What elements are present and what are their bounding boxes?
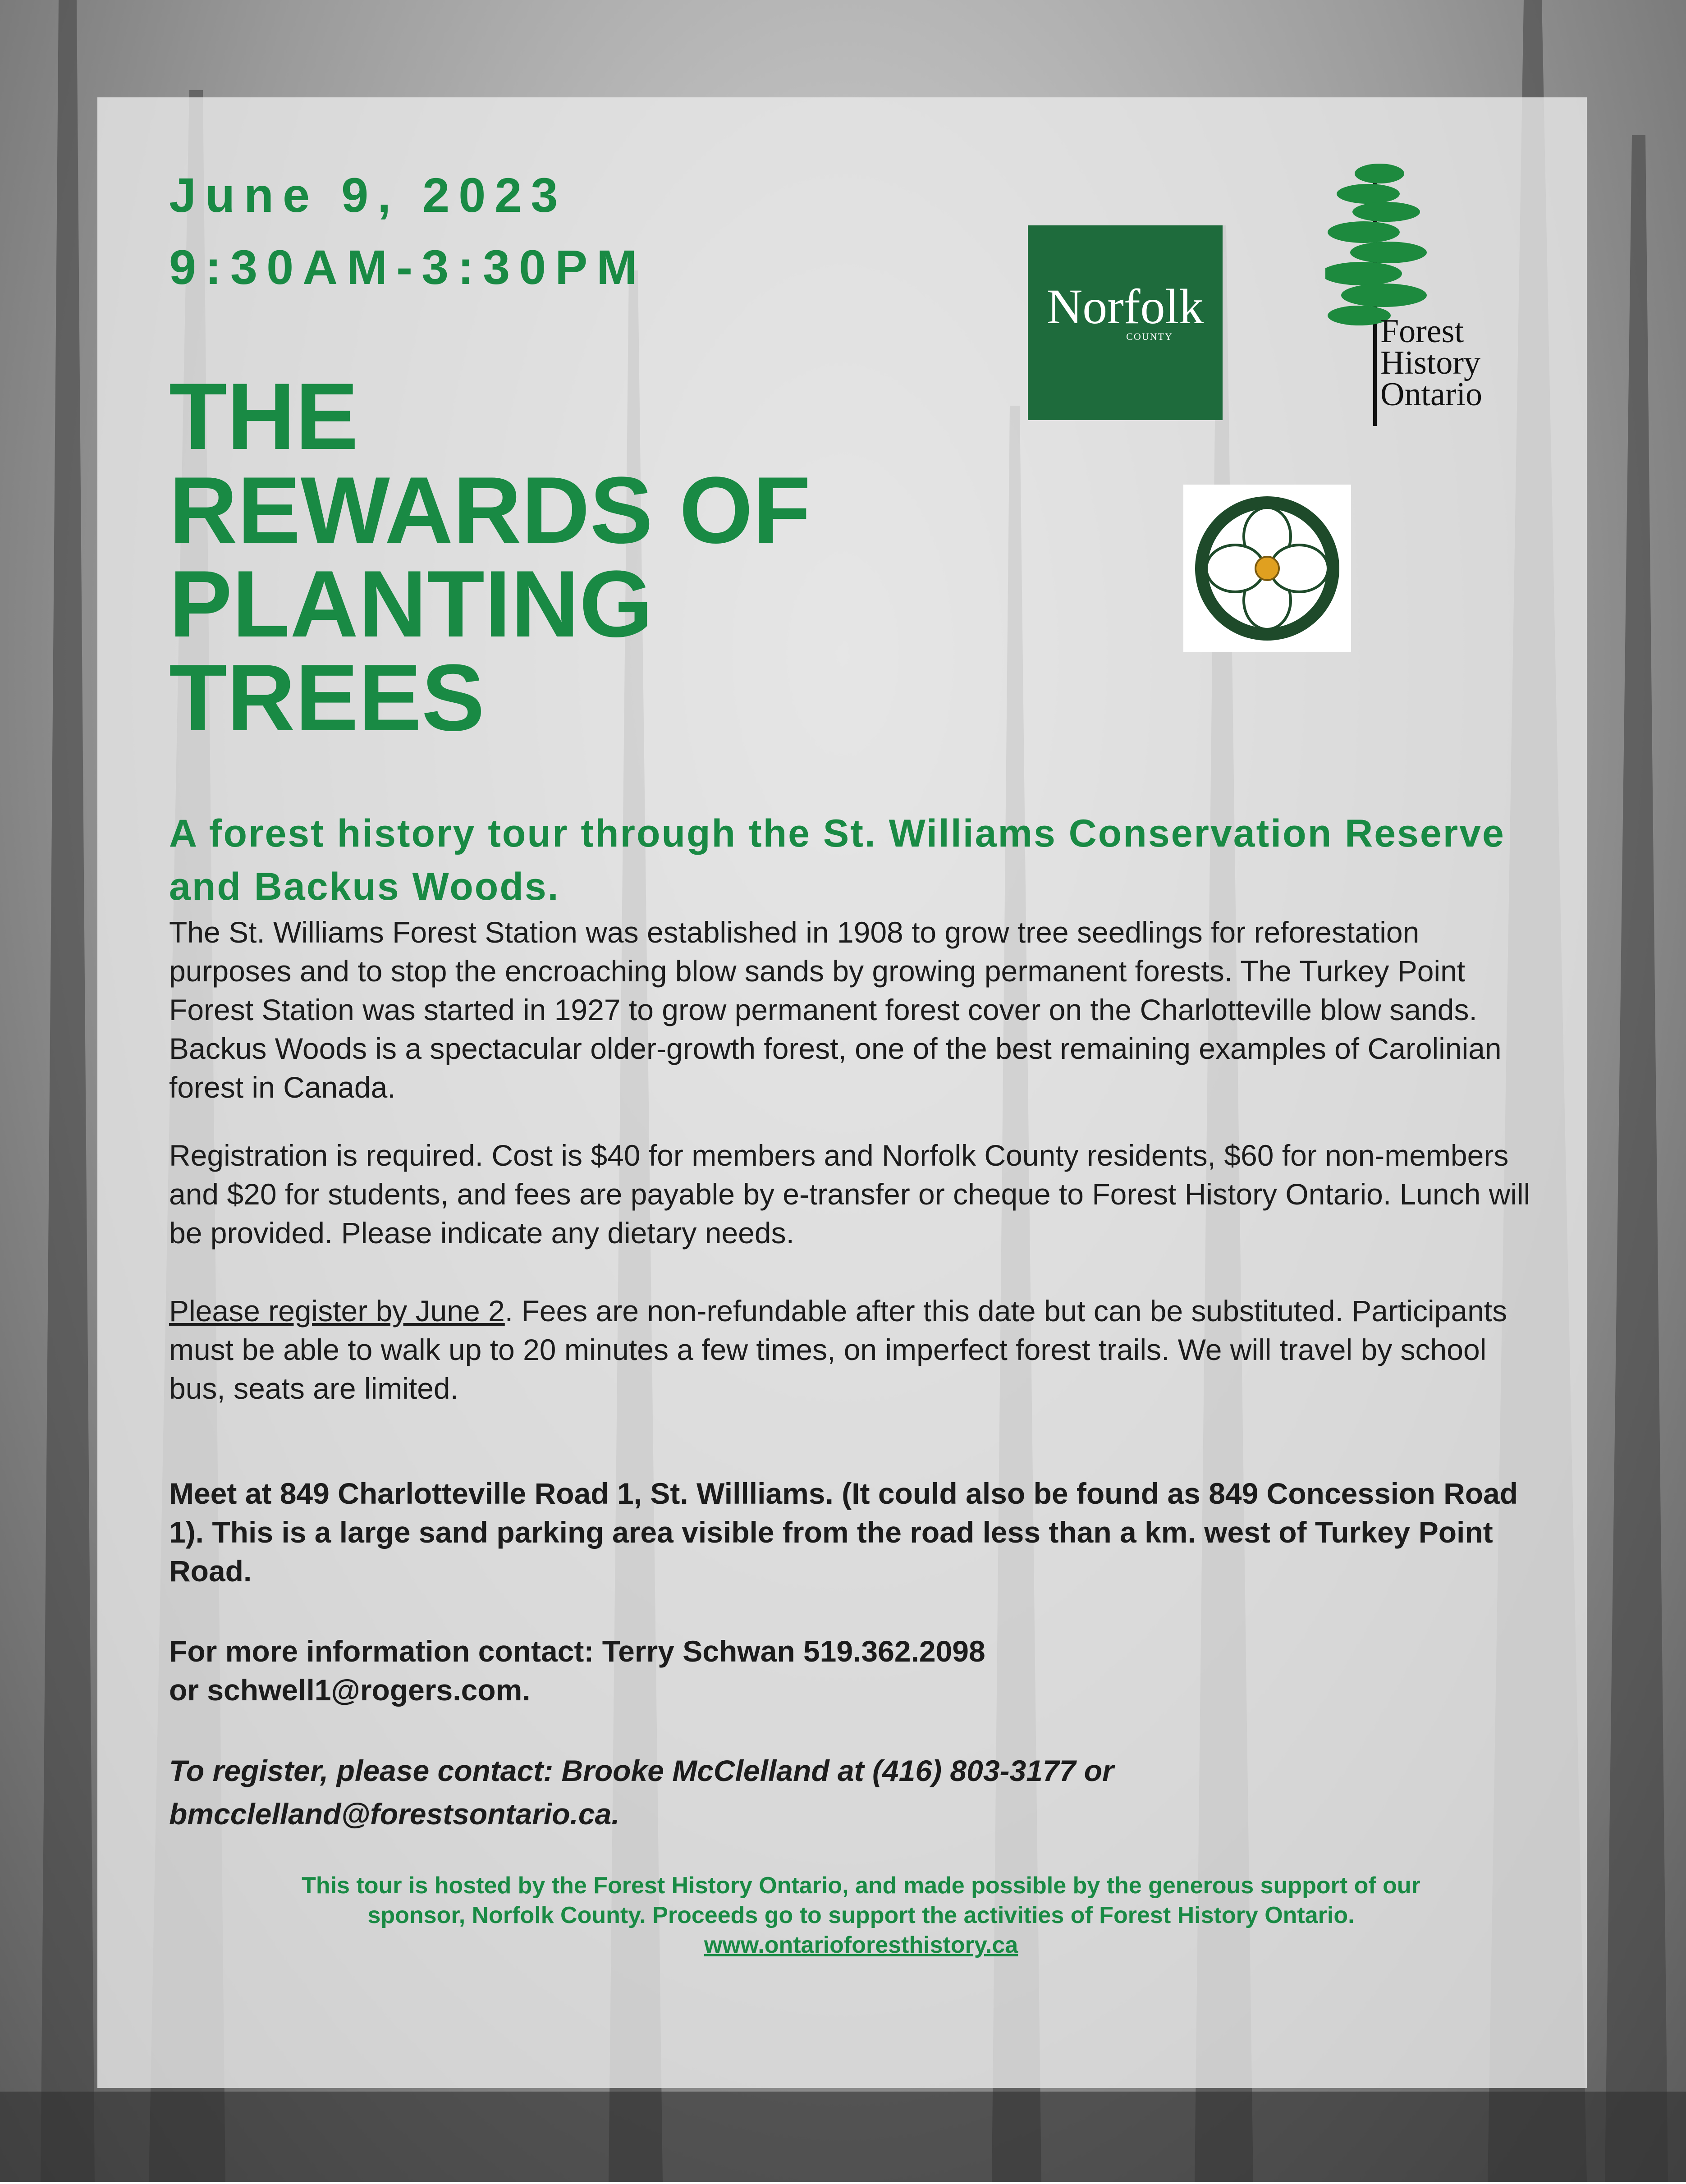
title-line: THE <box>169 363 358 469</box>
forest-history-ontario-logo <box>1375 313 1483 413</box>
deadline-text: . Fees are non-refundable after this date but can be substituted. Participants must be able to walk up to 20 minutes a few times, on imperfect forest trails. We will travel by school bus, seats are limited. <box>169 1294 1507 1405</box>
title-line: TREES <box>169 645 485 751</box>
event-time: 9:30AM-3:30PM <box>169 240 646 294</box>
norfolk-logo-word: Norfolk <box>1046 279 1204 334</box>
page-title <box>169 363 1026 751</box>
deadline-paragraph <box>169 1291 1549 1408</box>
register-contact-line: To register, please contact: Brooke McClelland at (416) 803-3177 or <box>169 1754 1114 1787</box>
title-line: PLANTING <box>169 551 653 657</box>
fho-logo-line: Ontario <box>1380 376 1483 413</box>
info-contact-line: or schwell1@rogers.com. <box>169 1673 531 1707</box>
deadline-label: Please register by June 2 <box>169 1294 505 1328</box>
info-contact <box>169 1632 1549 1709</box>
dogwood-logo <box>1183 485 1351 652</box>
norfolk-logo-county: COUNTY <box>1126 331 1173 342</box>
description-paragraph: The St. Williams Forest Station was established in 1908 to grow tree seedlings for reforestation purposes and to stop the encroaching blow sands by growing permanent forests. The Turkey Point Forest Station was started in 1927 to grow permanent forest cover on the Charlotteville blow sands. Backus Woods is a spectacular older-growth forest, one of the best remaining examples of Carolinian forest in Canada. <box>169 916 1502 1104</box>
register-contact-line: bmcclelland@forestsontario.ca. <box>169 1797 620 1831</box>
title-line: REWARDS OF <box>169 457 811 563</box>
fho-logo-line: Forest <box>1380 313 1464 350</box>
fho-logo-line: History <box>1380 344 1480 381</box>
website-link[interactable]: www.ontarioforesthistory.ca <box>704 1932 1018 1958</box>
meeting-paragraph: Meet at 849 Charlotteville Road 1, St. Willliams. (It could also be found as 849 Concession Road 1). This is a large sand parking area visible from the road less than a km. west of Turkey Point Road. <box>169 1477 1518 1588</box>
info-contact-line: For more information contact: Terry Schwan 519.362.2098 <box>169 1635 985 1668</box>
footer-line: This tour is hosted by the Forest History Ontario, and made possible by the generous support of our <box>302 1873 1420 1899</box>
registration-paragraph: Registration is required. Cost is $40 for members and Norfolk County residents, $60 for non-members and $20 for students, and fees are payable by e-transfer or cheque to Forest History Ontario. Lunch will be provided. Please indicate any dietary needs. <box>169 1139 1530 1250</box>
register-contact <box>169 1749 1549 1836</box>
subtitle: A forest history tour through the St. Williams Conservation Reserve and Backus Woods. <box>169 812 1505 908</box>
event-date: June 9, 2023 <box>169 168 567 222</box>
dogwood-flower-icon <box>1183 485 1351 652</box>
norfolk-county-logo <box>1028 225 1223 420</box>
footer-line: sponsor, Norfolk County. Proceeds go to support the activities of Forest History Ontario. <box>367 1902 1355 1928</box>
footer <box>171 1871 1551 1960</box>
